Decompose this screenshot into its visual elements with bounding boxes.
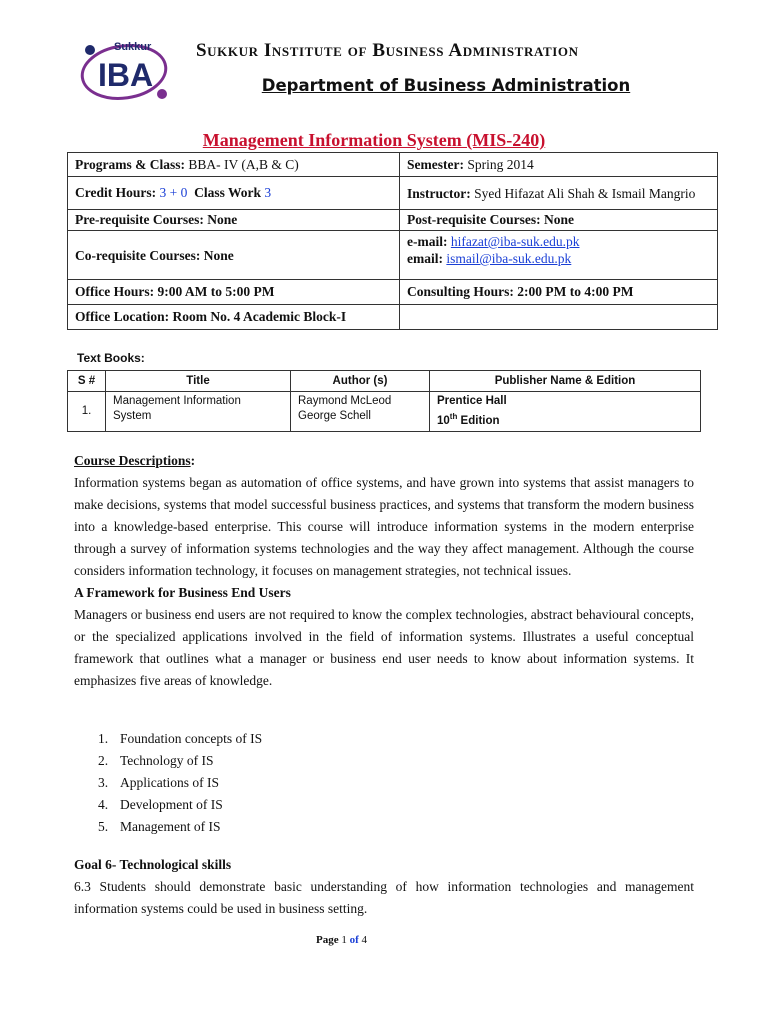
course-description-section: Course Descriptions: Information systems began as automation of office systems, and have grown into systems that assist managers to make decisions, systems that model successful business practices, and systems that transform the modern business into a knowledge-based enterprise. This course will introduce information systems in the modern enterprise through a survey of information systems technologies and the way they affect management. Although the course considers information technology, it focuses on management strategies, not technical issues. A Framework for Business End Users Managers or business end users are not required to know the complex technologies, abstract behavioural concepts, or the specialized applications involved in the field of information systems. Illustrates a useful conceptual framework that outlines what a manager or business end user needs to know about information systems. It emphasizes five areas of knowledge. [74,450,694,692]
list-item: 5. Management of IS [98,819,221,834]
consulting-value: 2:00 PM to 4:00 PM [517,284,634,299]
empty-cell [400,305,718,330]
institute-name: Sukkur Institute of Business Administration [196,40,579,61]
col-header-sn: S # [68,371,106,392]
textbooks-table [67,370,701,432]
programs-value: BBA- IV (A,B & C) [188,156,299,172]
coreq-cell: Co-requisite Courses: None [68,231,400,280]
list-item: 1. Foundation concepts of IS [98,731,263,746]
email-cell [400,231,718,280]
office-hours-value: 9:00 AM to 5:00 PM [157,284,275,299]
instructor-label: Instructor: [407,185,471,201]
instructor-cell [400,177,718,210]
framework-text: Managers or business end users are not required to know the complex technologies, abstract behavioural concepts, or the specialized applications involved in the field of information systems. Illustrates a useful conceptual framework that outlines what a manager or business end user needs to know about information systems. It emphasizes five areas of knowledge. [74,607,694,688]
knowledge-areas-list [98,728,262,838]
classwork-value: 3 [264,185,272,200]
prereq-cell: Pre-requisite Courses: None [68,210,400,231]
goal-section [74,854,694,920]
table-row [68,280,718,305]
goal-heading: Goal 6- Technological skills [74,857,232,872]
email2-label: email: [407,251,443,266]
email-label: e-mail: [407,234,448,249]
office-location-value: Room No. 4 Academic Block-I [172,309,347,324]
programs-cell [68,153,400,177]
book-title-line2: System [113,410,152,422]
semester-cell [400,153,718,177]
office-hours-label: Office Hours: [75,284,155,299]
list-item: 4. Development of IS [98,797,223,812]
instructor-value: Syed Hifazat Ali Shah & Ismail Mangrio [474,185,696,201]
credit-cell [68,177,400,210]
semester-value: Spring 2014 [467,156,534,172]
department-name: Department of Business Administration [261,76,631,95]
col-header-author: Author (s) [291,371,430,392]
book-authors [291,392,430,432]
book-author-1: Raymond McLeod [298,395,392,407]
office-location-label: Office Location: [75,309,170,324]
credit-label: Credit Hours: [75,185,157,200]
consulting-cell [400,280,718,305]
goal-text: 6.3 Students should demonstrate basic understanding of how information technologies and management information systems could be used in business setting. [74,879,694,916]
table-row [68,153,718,177]
table-row [68,210,718,231]
credit-value: 3 + 0 [159,185,188,200]
logo-main-text: IBA [98,57,154,93]
postreq-cell: Post-requisite Courses: None [400,210,718,231]
col-header-title: Title [106,371,291,392]
table-row [68,177,718,210]
book-sn: 1. [68,392,106,432]
list-item: 3. Applications of IS [98,775,219,790]
logo-top-text: Sukkur [114,41,152,53]
book-publisher-name: Prentice Hall [437,395,507,407]
classwork-label: Class Work [194,185,262,200]
course-title: Management Information System (MIS-240) [202,130,546,150]
email-link-ismail[interactable]: ismail@iba-suk.edu.pk [446,251,572,266]
col-header-publisher: Publisher Name & Edition [430,371,701,392]
table-row [68,305,718,330]
office-location-cell [68,305,400,330]
consulting-label: Consulting Hours: [407,284,514,299]
email-link-hifazat[interactable]: hifazat@iba-suk.edu.pk [450,234,580,249]
textbooks-label: Text Books: [77,351,145,365]
table-row [68,231,718,280]
book-publisher [430,392,701,432]
programs-label: Programs & Class: [75,156,185,172]
semester-label: Semester: [407,156,464,172]
book-title [106,392,291,432]
list-item: 2. Technology of IS [98,753,214,768]
book-author-2: George Schell [298,410,371,422]
sukkur-iba-logo [78,34,178,104]
book-title-line1: Management Information [113,395,241,407]
page-number: Page 1 of 4 [316,934,368,946]
table-header-row [68,371,701,392]
course-info-table [67,152,718,330]
course-description-heading: Course Descriptions [74,453,191,468]
course-description-text: Information systems began as automation of office systems, and have grown into systems that assist managers to make decisions, systems that model successful business practices, and systems that transform the modern business into a knowledge-based enterprise. This course will introduce information systems in the modern enterprise through a survey of information systems technologies and the way they affect management. Although the course considers information technology, it focuses on management strategies, not technical issues. [74,475,694,578]
framework-heading: A Framework for Business End Users [74,585,291,600]
table-row [68,392,701,432]
book-edition: 10th Edition [437,412,500,427]
office-hours-cell [68,280,400,305]
